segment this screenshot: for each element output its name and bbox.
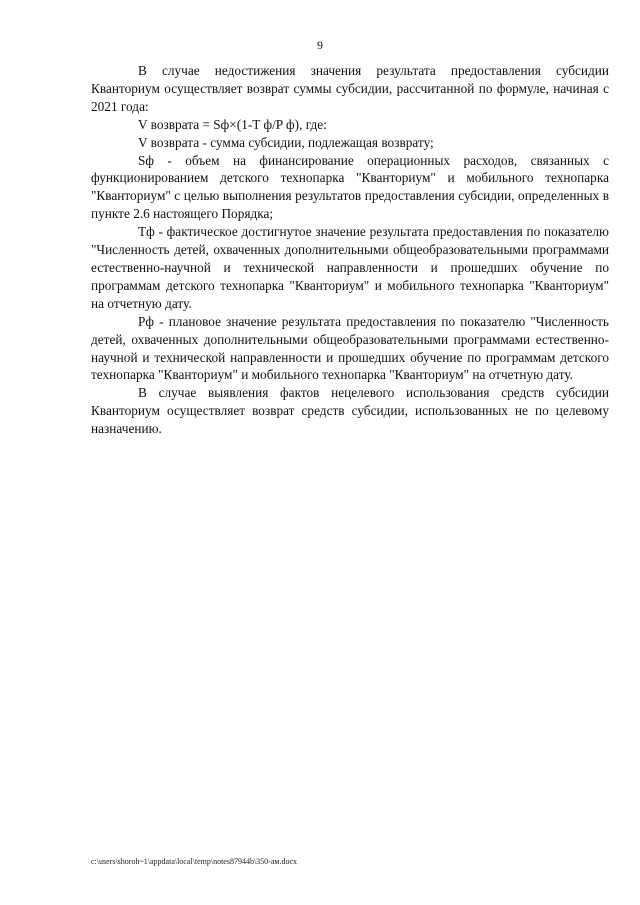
paragraph-p-definition: Рф - плановое значение результата предоставления по показателю "Численность детей, охваченных дополнительными общеобразовательными программами естественно-научной и технической направленности и прошедших обучение по программам детского технопарка "Кванториум" и мобильного технопарка "Кванториум" на отчетную дату. [91, 313, 609, 383]
paragraph-s-definition: Sф - объем на финансирование операционных расходов, связанных с функционированием детского технопарка "Кванториум" и мобильного технопарка "Кванториум" с целью выполнения результатов предоставления субсидии, определенных в пункте 2.6 настоящего Порядка; [91, 152, 609, 222]
paragraph-t-definition: Тф - фактическое достигнутое значение результата предоставления по показателю "Численность детей, охваченных дополнительными общеобразовательными программами естественно-научной и технической направленности и прошедших обучение по программам детского технопарка "Кванториум" и мобильного технопарка "Кванториум" на отчетную дату. [91, 224, 609, 311]
paragraph-v-definition: V возврата - сумма субсидии, подлежащая возврату; [138, 134, 434, 150]
page-number: 9 [317, 38, 323, 52]
footer-file-path: c:\users\shoroh~1\appdata\local\temp\notes87944b\350-ам.docx [91, 857, 298, 866]
document-body [91, 62, 609, 438]
paragraph-formula: V возврата = Sф×(1-T ф/P ф), где: [138, 116, 327, 132]
paragraph-nonachievement: В случае недостижения значения результата предоставления субсидии Кванториум осуществляет возврат суммы субсидии, рассчитанной по формуле, начиная с 2021 года: [91, 63, 609, 114]
paragraph-misuse: В случае выявления фактов нецелевого использования средств субсидии Кванториум осуществляет возврат средств субсидии, использованных не по целевому назначению. [91, 385, 609, 437]
